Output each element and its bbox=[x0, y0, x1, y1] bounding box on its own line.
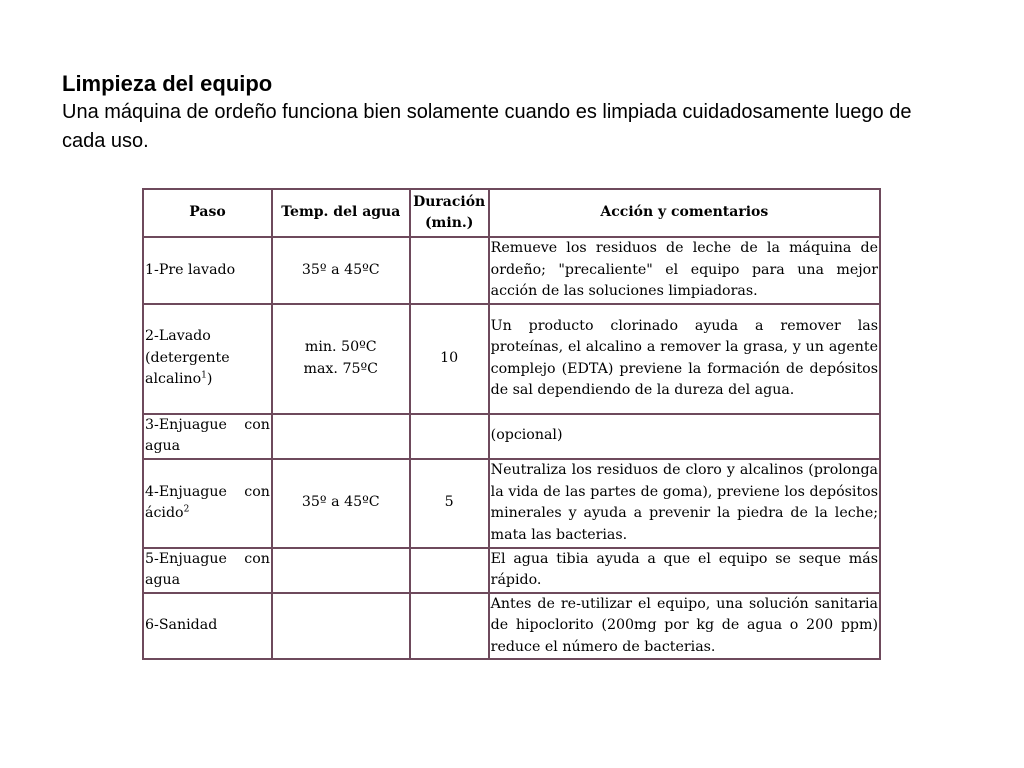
duration-cell bbox=[410, 593, 489, 660]
duration-cell: 5 bbox=[410, 459, 489, 548]
header-duration: Duración (min.) bbox=[410, 189, 489, 237]
table-header-row bbox=[143, 189, 880, 237]
table-row bbox=[143, 548, 880, 593]
temp-cell bbox=[272, 593, 410, 660]
header-action: Acción y comentarios bbox=[489, 189, 880, 237]
cleaning-steps-table bbox=[142, 188, 881, 660]
action-cell: (opcional) bbox=[489, 414, 880, 459]
step-suffix: ) bbox=[206, 371, 213, 388]
step-cell: 3-Enjuague con agua bbox=[143, 414, 272, 459]
temp-cell: 35º a 45ºC bbox=[272, 459, 410, 548]
footnote-marker: 2 bbox=[183, 504, 190, 515]
slide-heading bbox=[62, 70, 962, 156]
intro-paragraph: Una máquina de ordeño funciona bien solamente cuando es limpiada cuidadosamente luego de cada uso. bbox=[62, 101, 912, 152]
temp-min: min. 50ºC bbox=[304, 339, 377, 355]
temp-cell bbox=[272, 304, 410, 414]
temp-max: max. 75ºC bbox=[303, 360, 379, 377]
temp-cell bbox=[272, 414, 410, 459]
step-cell: 6-Sanidad bbox=[143, 593, 272, 660]
table-row bbox=[143, 304, 880, 414]
duration-cell: 10 bbox=[410, 304, 489, 414]
table-row bbox=[143, 237, 880, 304]
table-row bbox=[143, 414, 880, 459]
step-label: 2-Lavado (detergente alcalino bbox=[145, 328, 230, 388]
step-cell: 5-Enjuague con agua bbox=[143, 548, 272, 593]
footnote-marker: 1 bbox=[201, 370, 207, 381]
step-text bbox=[145, 326, 270, 391]
table-row bbox=[143, 459, 880, 548]
header-step: Paso bbox=[143, 189, 272, 237]
duration-cell bbox=[410, 548, 489, 593]
table-row bbox=[143, 593, 880, 660]
action-cell: El agua tibia ayuda a que el equipo se seque más rápido. bbox=[489, 548, 880, 593]
action-cell: Neutraliza los residuos de cloro y alcalinos (prolonga la vida de las partes de goma), previene los depósitos minerales y ayuda a prevenir la piedra de la leche; mata las bacterias. bbox=[489, 459, 880, 548]
step-label: 4-Enjuague con ácido bbox=[145, 483, 270, 521]
temp-cell: 35º a 45ºC bbox=[272, 237, 410, 304]
action-cell: Antes de re-utilizar el equipo, una solución sanitaria de hipoclorito (200mg por kg de agua o 200 ppm) reduce el número de bacterias. bbox=[489, 593, 880, 660]
duration-cell bbox=[410, 414, 489, 459]
action-cell: Remueve los residuos de leche de la máquina de ordeño; "precaliente" el equipo para una mejor acción de las soluciones limpiadoras. bbox=[489, 237, 880, 304]
page-title: Limpieza del equipo bbox=[62, 71, 273, 96]
step-cell bbox=[143, 304, 272, 414]
header-temp: Temp. del agua bbox=[272, 189, 410, 237]
step-cell: 1-Pre lavado bbox=[143, 237, 272, 304]
step-cell bbox=[143, 459, 272, 548]
temp-cell bbox=[272, 548, 410, 593]
duration-cell bbox=[410, 237, 489, 304]
action-cell: Un producto clorinado ayuda a remover las proteínas, el alcalino a remover la grasa, y un agente complejo (EDTA) previene la formación de depósitos de sal dependiendo de la dureza del agua. bbox=[489, 304, 880, 414]
